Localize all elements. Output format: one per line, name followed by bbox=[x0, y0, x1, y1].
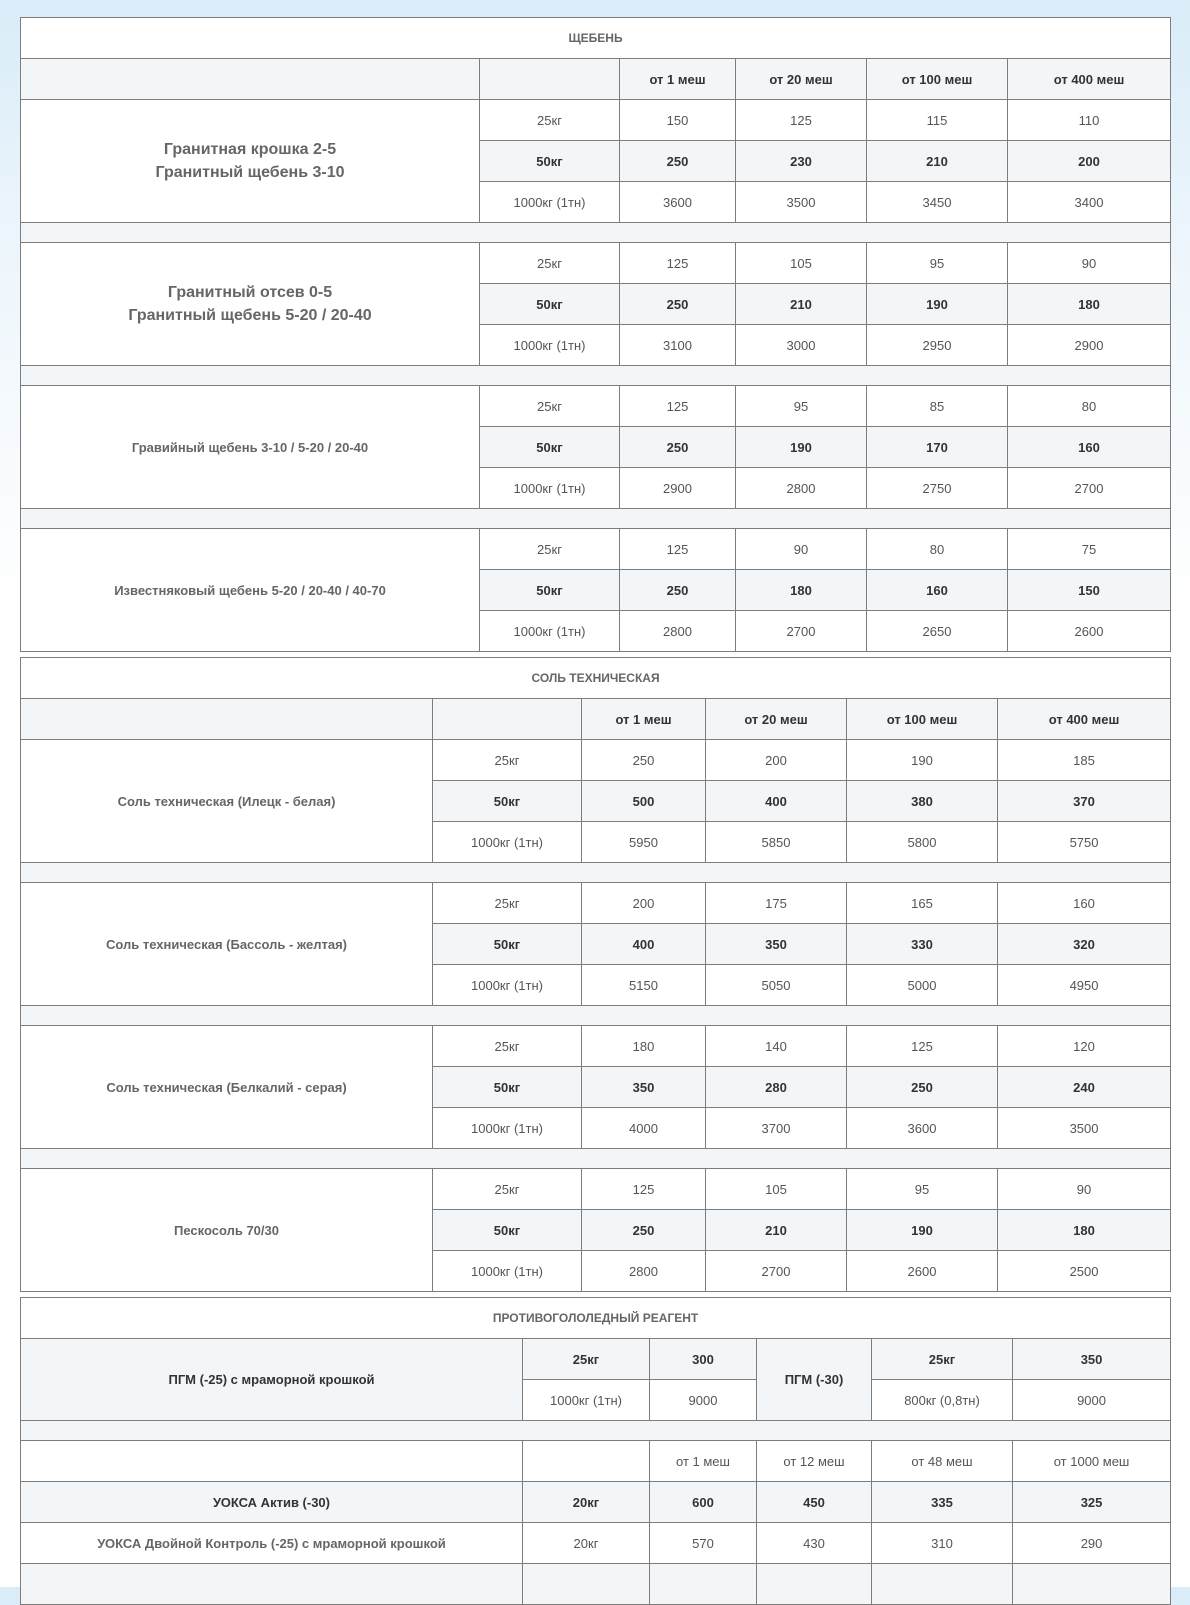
product-name-cell bbox=[21, 1169, 433, 1292]
pgm-left-name: ПГМ (-25) с мраморной крошкой bbox=[21, 1339, 523, 1421]
header-cell-tier-4: от 400 меш bbox=[1008, 59, 1171, 100]
header-cell-pack bbox=[480, 59, 620, 100]
product-name-line: Соль техническая (Бассоль - желтая) bbox=[106, 936, 347, 952]
pack-size-cell: 50кг bbox=[433, 781, 582, 822]
price-cell: 3600 bbox=[620, 182, 736, 223]
price-cell: 160 bbox=[1008, 427, 1171, 468]
pack-size-cell: 50кг bbox=[480, 284, 620, 325]
price-cell: 190 bbox=[736, 427, 867, 468]
price-cell: 2800 bbox=[736, 468, 867, 509]
price-cell: 160 bbox=[998, 883, 1171, 924]
price-cell: 180 bbox=[582, 1026, 706, 1067]
pack-size-cell: 1000кг (1тн) bbox=[433, 965, 582, 1006]
header-cell-tier-1: от 1 меш bbox=[620, 59, 736, 100]
price-cell: 2700 bbox=[736, 611, 867, 652]
product-name-cell: УОКСА Двойной Контроль (-25) с мраморной крошкой bbox=[21, 1523, 523, 1564]
table-cell-partial bbox=[21, 1564, 523, 1605]
price-cell: 95 bbox=[736, 386, 867, 427]
technical-salt-price-table bbox=[20, 657, 1171, 1292]
price-cell: 105 bbox=[736, 243, 867, 284]
price-cell: 3500 bbox=[998, 1108, 1171, 1149]
header-cell-empty bbox=[21, 1441, 523, 1482]
price-cell: 290 bbox=[1013, 1523, 1171, 1564]
price-cell: 4000 bbox=[582, 1108, 706, 1149]
price-cell: 90 bbox=[1008, 243, 1171, 284]
price-cell: 2650 bbox=[867, 611, 1008, 652]
price-cell: 250 bbox=[620, 570, 736, 611]
pack-size-cell: 1000кг (1тн) bbox=[480, 468, 620, 509]
price-cell: 400 bbox=[706, 781, 847, 822]
price-cell: 125 bbox=[620, 529, 736, 570]
price-cell: 200 bbox=[1008, 141, 1171, 182]
price-cell: 180 bbox=[1008, 284, 1171, 325]
price-cell: 380 bbox=[847, 781, 998, 822]
row-separator bbox=[21, 223, 1171, 243]
pgm-left-price: 9000 bbox=[650, 1380, 757, 1421]
pack-size-cell: 1000кг (1тн) bbox=[480, 611, 620, 652]
price-cell: 210 bbox=[867, 141, 1008, 182]
product-name-cell bbox=[21, 100, 480, 223]
product-name-line: Соль техническая (Илецк - белая) bbox=[117, 793, 336, 809]
price-cell: 430 bbox=[757, 1523, 872, 1564]
price-cell: 250 bbox=[582, 740, 706, 781]
product-name-line: Гранитный щебень 3-10 bbox=[155, 164, 345, 181]
price-cell: 3700 bbox=[706, 1108, 847, 1149]
header-cell-tier-2: от 20 меш bbox=[706, 699, 847, 740]
price-cell: 2600 bbox=[1008, 611, 1171, 652]
price-cell: 335 bbox=[872, 1482, 1013, 1523]
header-cell-tier-2: от 12 меш bbox=[757, 1441, 872, 1482]
pack-size-cell: 25кг bbox=[433, 740, 582, 781]
product-name-cell: УОКСА Актив (-30) bbox=[21, 1482, 523, 1523]
price-cell: 325 bbox=[1013, 1482, 1171, 1523]
price-cell: 80 bbox=[867, 529, 1008, 570]
price-cell: 125 bbox=[736, 100, 867, 141]
product-name-line: Пескосоль 70/30 bbox=[174, 1222, 279, 1238]
pack-size-cell: 50кг bbox=[480, 427, 620, 468]
pgm-right-pack: 25кг bbox=[872, 1339, 1013, 1380]
price-cell: 90 bbox=[736, 529, 867, 570]
product-name-cell bbox=[21, 1026, 433, 1149]
row-separator bbox=[21, 1421, 1171, 1441]
header-cell-empty bbox=[21, 59, 480, 100]
product-name-cell bbox=[21, 386, 480, 509]
product-name-line: Гранитная крошка 2-5 bbox=[163, 141, 337, 158]
price-cell: 85 bbox=[867, 386, 1008, 427]
anti-ice-reagent-price-table bbox=[20, 1297, 1171, 1605]
price-cell: 3450 bbox=[867, 182, 1008, 223]
price-cell: 2800 bbox=[620, 611, 736, 652]
row-separator bbox=[21, 509, 1171, 529]
crushed-stone-price-table bbox=[20, 17, 1171, 652]
price-cell: 5850 bbox=[706, 822, 847, 863]
price-cell: 180 bbox=[736, 570, 867, 611]
price-cell: 350 bbox=[582, 1067, 706, 1108]
price-cell: 2800 bbox=[582, 1251, 706, 1292]
pack-size-cell: 25кг bbox=[480, 243, 620, 284]
price-cell: 2700 bbox=[1008, 468, 1171, 509]
header-cell-tier-1: от 1 меш bbox=[650, 1441, 757, 1482]
price-cell: 3400 bbox=[1008, 182, 1171, 223]
price-cell: 200 bbox=[582, 883, 706, 924]
row-separator bbox=[21, 863, 1171, 883]
price-cell: 125 bbox=[620, 386, 736, 427]
pgm-right-price: 350 bbox=[1013, 1339, 1171, 1380]
section-title: СОЛЬ ТЕХНИЧЕСКАЯ bbox=[21, 658, 1171, 699]
price-cell: 170 bbox=[867, 427, 1008, 468]
product-name-cell bbox=[21, 740, 433, 863]
price-cell: 3000 bbox=[736, 325, 867, 366]
price-cell: 5950 bbox=[582, 822, 706, 863]
price-cell: 250 bbox=[582, 1210, 706, 1251]
price-cell: 2500 bbox=[998, 1251, 1171, 1292]
pack-size-cell: 50кг bbox=[480, 141, 620, 182]
price-cell: 185 bbox=[998, 740, 1171, 781]
product-name-line: Известняковый щебень 5-20 / 20-40 / 40-70 bbox=[114, 582, 386, 598]
price-cell: 600 bbox=[650, 1482, 757, 1523]
price-cell: 2600 bbox=[847, 1251, 998, 1292]
table-cell-partial bbox=[757, 1564, 872, 1605]
pack-size-cell: 25кг bbox=[480, 386, 620, 427]
row-separator bbox=[21, 366, 1171, 386]
price-cell: 3600 bbox=[847, 1108, 998, 1149]
pack-size-cell: 50кг bbox=[433, 1067, 582, 1108]
price-cell: 190 bbox=[867, 284, 1008, 325]
product-name-cell bbox=[21, 883, 433, 1006]
price-cell: 5800 bbox=[847, 822, 998, 863]
price-cell: 175 bbox=[706, 883, 847, 924]
price-cell: 350 bbox=[706, 924, 847, 965]
price-cell: 200 bbox=[706, 740, 847, 781]
row-separator bbox=[21, 1006, 1171, 1026]
pack-size-cell: 25кг bbox=[480, 529, 620, 570]
price-cell: 105 bbox=[706, 1169, 847, 1210]
product-name-cell bbox=[21, 243, 480, 366]
price-cell: 230 bbox=[736, 141, 867, 182]
pack-size-cell: 20кг bbox=[523, 1482, 650, 1523]
product-name-line: Гранитный щебень 5-20 / 20-40 bbox=[128, 307, 372, 324]
price-cell: 500 bbox=[582, 781, 706, 822]
price-cell: 165 bbox=[847, 883, 998, 924]
price-cell: 95 bbox=[847, 1169, 998, 1210]
price-cell: 160 bbox=[867, 570, 1008, 611]
header-cell-tier-3: от 48 меш bbox=[872, 1441, 1013, 1482]
price-cell: 2900 bbox=[620, 468, 736, 509]
price-cell: 4950 bbox=[998, 965, 1171, 1006]
price-cell: 120 bbox=[998, 1026, 1171, 1067]
price-cell: 2750 bbox=[867, 468, 1008, 509]
price-cell: 400 bbox=[582, 924, 706, 965]
price-cell: 150 bbox=[1008, 570, 1171, 611]
price-cell: 320 bbox=[998, 924, 1171, 965]
price-cell: 240 bbox=[998, 1067, 1171, 1108]
header-cell-tier-1: от 1 меш bbox=[582, 699, 706, 740]
pack-size-cell: 50кг bbox=[480, 570, 620, 611]
pack-size-cell: 1000кг (1тн) bbox=[433, 822, 582, 863]
pack-size-cell: 20кг bbox=[523, 1523, 650, 1564]
pack-size-cell: 50кг bbox=[433, 924, 582, 965]
price-cell: 3100 bbox=[620, 325, 736, 366]
price-cell: 90 bbox=[998, 1169, 1171, 1210]
pgm-right-name: ПГМ (-30) bbox=[757, 1339, 872, 1421]
header-cell-tier-3: от 100 меш bbox=[867, 59, 1008, 100]
section-title: ЩЕБЕНЬ bbox=[21, 18, 1171, 59]
pgm-right-pack: 800кг (0,8тн) bbox=[872, 1380, 1013, 1421]
pgm-left-pack: 1000кг (1тн) bbox=[523, 1380, 650, 1421]
pack-size-cell: 25кг bbox=[433, 1169, 582, 1210]
price-cell: 115 bbox=[867, 100, 1008, 141]
price-cell: 125 bbox=[847, 1026, 998, 1067]
pack-size-cell: 1000кг (1тн) bbox=[480, 325, 620, 366]
price-cell: 190 bbox=[847, 740, 998, 781]
pack-size-cell: 1000кг (1тн) bbox=[433, 1108, 582, 1149]
price-cell: 5750 bbox=[998, 822, 1171, 863]
price-cell: 210 bbox=[706, 1210, 847, 1251]
price-cell: 450 bbox=[757, 1482, 872, 1523]
product-name-line: Гравийный щебень 3-10 / 5-20 / 20-40 bbox=[131, 439, 369, 455]
product-name-line: Соль техническая (Белкалий - серая) bbox=[106, 1079, 347, 1095]
row-separator bbox=[21, 1149, 1171, 1169]
section-title: ПРОТИВОГОЛОЛЕДНЫЙ РЕАГЕНТ bbox=[21, 1298, 1171, 1339]
price-cell: 280 bbox=[706, 1067, 847, 1108]
pack-size-cell: 50кг bbox=[433, 1210, 582, 1251]
price-cell: 250 bbox=[620, 427, 736, 468]
header-cell-tier-3: от 100 меш bbox=[847, 699, 998, 740]
pgm-right-price: 9000 bbox=[1013, 1380, 1171, 1421]
header-cell-empty bbox=[21, 699, 433, 740]
table-cell-partial bbox=[872, 1564, 1013, 1605]
pack-size-cell: 25кг bbox=[433, 1026, 582, 1067]
pgm-left-price: 300 bbox=[650, 1339, 757, 1380]
price-cell: 250 bbox=[620, 284, 736, 325]
header-cell-tier-4: от 400 меш bbox=[998, 699, 1171, 740]
price-cell: 150 bbox=[620, 100, 736, 141]
price-cell: 330 bbox=[847, 924, 998, 965]
price-cell: 210 bbox=[736, 284, 867, 325]
price-cell: 2700 bbox=[706, 1251, 847, 1292]
price-cell: 5000 bbox=[847, 965, 998, 1006]
price-cell: 570 bbox=[650, 1523, 757, 1564]
pack-size-cell: 25кг bbox=[433, 883, 582, 924]
pack-size-cell: 25кг bbox=[480, 100, 620, 141]
header-cell-pack bbox=[523, 1441, 650, 1482]
header-cell-pack bbox=[433, 699, 582, 740]
price-cell: 3500 bbox=[736, 182, 867, 223]
price-cell: 190 bbox=[847, 1210, 998, 1251]
pack-size-cell: 1000кг (1тн) bbox=[480, 182, 620, 223]
price-cell: 310 bbox=[872, 1523, 1013, 1564]
table-cell-partial bbox=[1013, 1564, 1171, 1605]
price-cell: 2900 bbox=[1008, 325, 1171, 366]
table-cell-partial bbox=[523, 1564, 650, 1605]
price-cell: 75 bbox=[1008, 529, 1171, 570]
pgm-left-pack: 25кг bbox=[523, 1339, 650, 1380]
price-cell: 5150 bbox=[582, 965, 706, 1006]
price-cell: 110 bbox=[1008, 100, 1171, 141]
price-cell: 250 bbox=[847, 1067, 998, 1108]
price-cell: 125 bbox=[620, 243, 736, 284]
product-name-line: Гранитный отсев 0-5 bbox=[167, 284, 333, 301]
price-cell: 370 bbox=[998, 781, 1171, 822]
price-cell: 180 bbox=[998, 1210, 1171, 1251]
price-cell: 250 bbox=[620, 141, 736, 182]
price-cell: 80 bbox=[1008, 386, 1171, 427]
product-name-cell bbox=[21, 529, 480, 652]
table-cell-partial bbox=[650, 1564, 757, 1605]
header-cell-tier-2: от 20 меш bbox=[736, 59, 867, 100]
header-cell-tier-4: от 1000 меш bbox=[1013, 1441, 1171, 1482]
price-cell: 125 bbox=[582, 1169, 706, 1210]
price-cell: 140 bbox=[706, 1026, 847, 1067]
pack-size-cell: 1000кг (1тн) bbox=[433, 1251, 582, 1292]
price-cell: 2950 bbox=[867, 325, 1008, 366]
price-cell: 5050 bbox=[706, 965, 847, 1006]
price-cell: 95 bbox=[867, 243, 1008, 284]
